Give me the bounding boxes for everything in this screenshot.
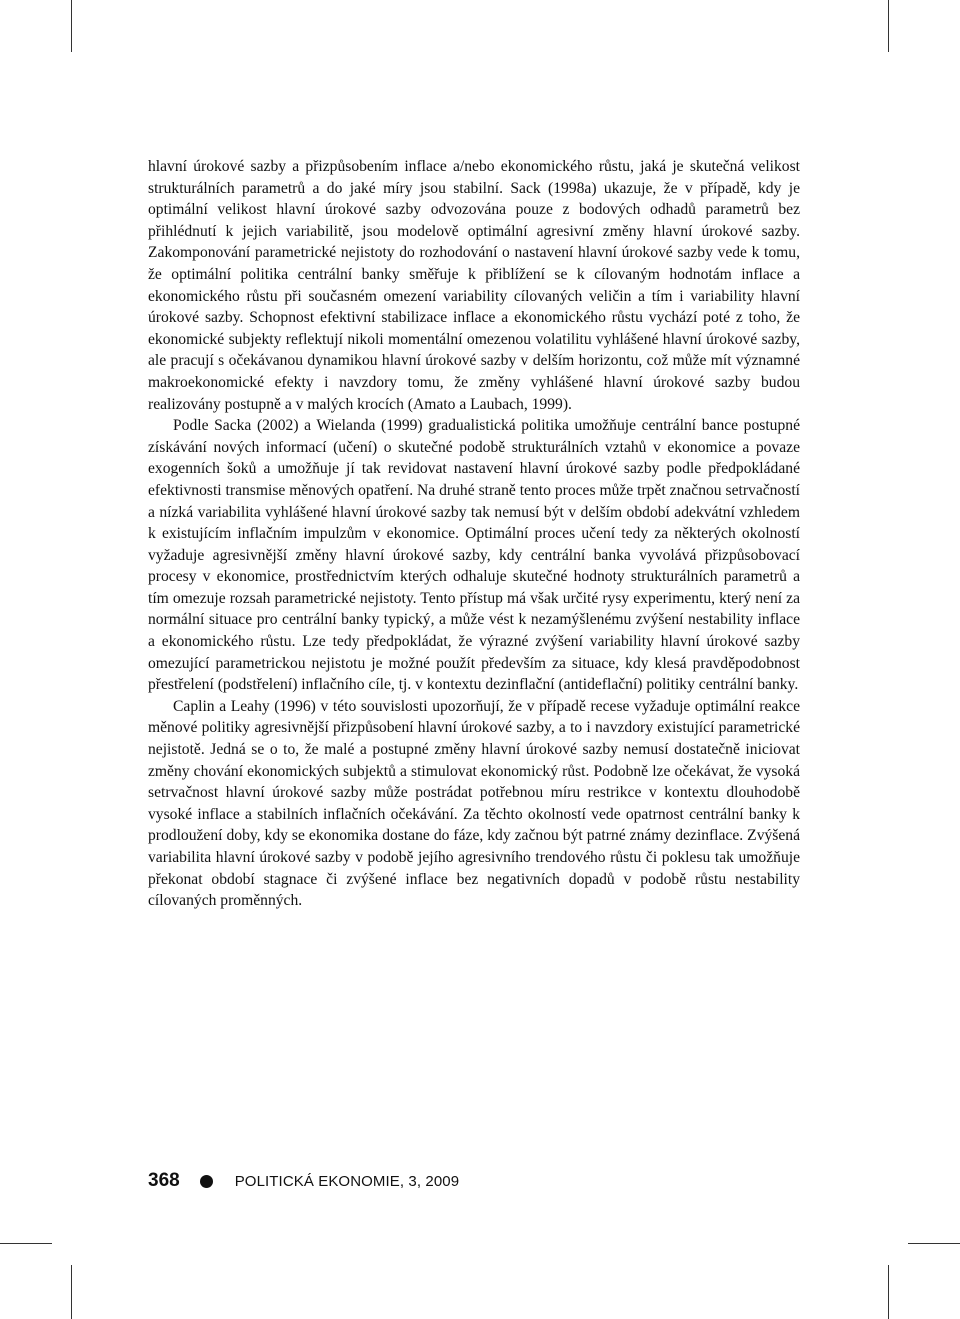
article-body xyxy=(148,156,800,912)
paragraph-3: Caplin a Leahy (1996) v této souvislosti upozorňují, že v případě recese vyžaduje optimální reakce měnové politiky agresivnější přizpůsobení hlavní úrokové sazby, a to i navzdory existující parametrické nejistotě. Jedná se o to, že malé a postupné změny hlavní úrokové sazby nemusí dostatečně iniciovat změny chování ekonomických subjektů a stimulovat ekonomický růst. Podobně lze očekávat, že vysoká setrvačnost hlavní úrokové sazby může postrádat potřebnou míru restrikce v kontextu dlouhodobě vysoké inflace a stabilních inflačních očekávání. Za těchto okolností vede opatrnost centrální banky k prodloužení doby, kdy se ekonomika dostane do fáze, kdy začnou být patrné známy dezinflace. Zvýšená variabilita hlavní úrokové sazby v podobě jejího agresivního trendového růstu či poklesu tak umožňuje překonat období stagnace či zvýšené inflace bez negativních dopadů v podobě růstu nestability cílovaných proměnných. xyxy=(148,697,800,910)
journal-name: POLITICKÁ EKONOMIE, 3, 2009 xyxy=(234,1172,460,1190)
paragraph-1: hlavní úrokové sazby a přizpůsobením inflace a/nebo ekonomického růstu, jaká je skutečná velikost strukturálních parametrů a do jaké míry jsou stabilní. Sack (1998a) ukazuje, že v případě, kdy je optimální velikost hlavní úrokové sazby odvozována pouze z bodových odhadů parametrů bez přihlédnutí k jejich variabilitě, jsou modelově optimální agresivní změny hlavní úrokové sazby. Zakomponování parametrické nejistoty do rozhodování o nastavení hlavní úrokové sazby vede k tomu, že optimální politika centrální banky směřuje k přiblížení se k cílovaným hodnotám inflace a ekonomického růstu při současném omezení variability cílovaných veličin a tím i variability hlavní úrokové sazby. Schopnost efektivní stabilizace inflace a ekonomického růstu vychází poté z toho, že ekonomické subjekty reflektují nikoli momentální omezenou volatilitu vyhlášené hlavní úrokové sazby, ale pracují s očekávanou dynamikou hlavní úrokové sazby v delším horizontu, což může mít významné makroekonomické efekty i navzdory tomu, že změny vyhlášené hlavní úrokové sazby budou realizovány postupně a v malých krocích (Amato a Laubach, 1999). xyxy=(148,158,800,413)
crop-mark-bottom-left-vertical xyxy=(71,1265,72,1319)
crop-mark-bottom-right xyxy=(908,1243,960,1244)
crop-mark-bottom-left xyxy=(0,1243,52,1244)
crop-mark-top-left xyxy=(71,0,72,52)
crop-mark-top-right xyxy=(888,0,889,52)
crop-mark-bottom-right-vertical xyxy=(888,1265,889,1319)
bullet-icon xyxy=(200,1175,213,1188)
page-number: 368 xyxy=(148,1170,180,1191)
paragraph-2: Podle Sacka (2002) a Wielanda (1999) gradualistická politika umožňuje centrální bance postupné získávání nových informací (učení) o skutečné podobě strukturálních vztahů v ekonomice a povaze exogenních šoků a umožňuje jí tak revidovat nastavení hlavní úrokové sazby podle předpokládané efektivnosti transmise měnových opatření. Na druhé straně tento proces může trpět značnou setrvačností a nízká variabilita vyhlášené hlavní úrokové sazby tak nemusí být v delším období adekvátní vzhledem k existujícím inflačním impulzům v ekonomice. Optimální proces učení tedy za některých okolností vyžaduje agresivnější změny hlavní úrokové sazby, kdy centrální banka vyvolává přizpůsobovací procesy v ekonomice, prostřednictvím kterých odhaluje skutečné hodnoty strukturálních parametrů a tím omezuje rozsah parametrické nejistoty. Tento přístup má však určité rysy experimentu, který není za normální situace pro centrální banky typický, a může vést k nezamýšlenému zvýšení nestability inflace a ekonomického růstu. Lze tedy předpokládat, že výrazné zvýšení variability hlavní úrokové sazby omezující parametrickou nejistotu je možné použít především za situace, kdy klesá pravděpodobnost přestřelení (podstřelení) inflačního cíle, tj. v kontextu dezinflační (antideflační) politiky centrální banky. xyxy=(148,417,800,694)
page-footer xyxy=(148,1168,459,1194)
